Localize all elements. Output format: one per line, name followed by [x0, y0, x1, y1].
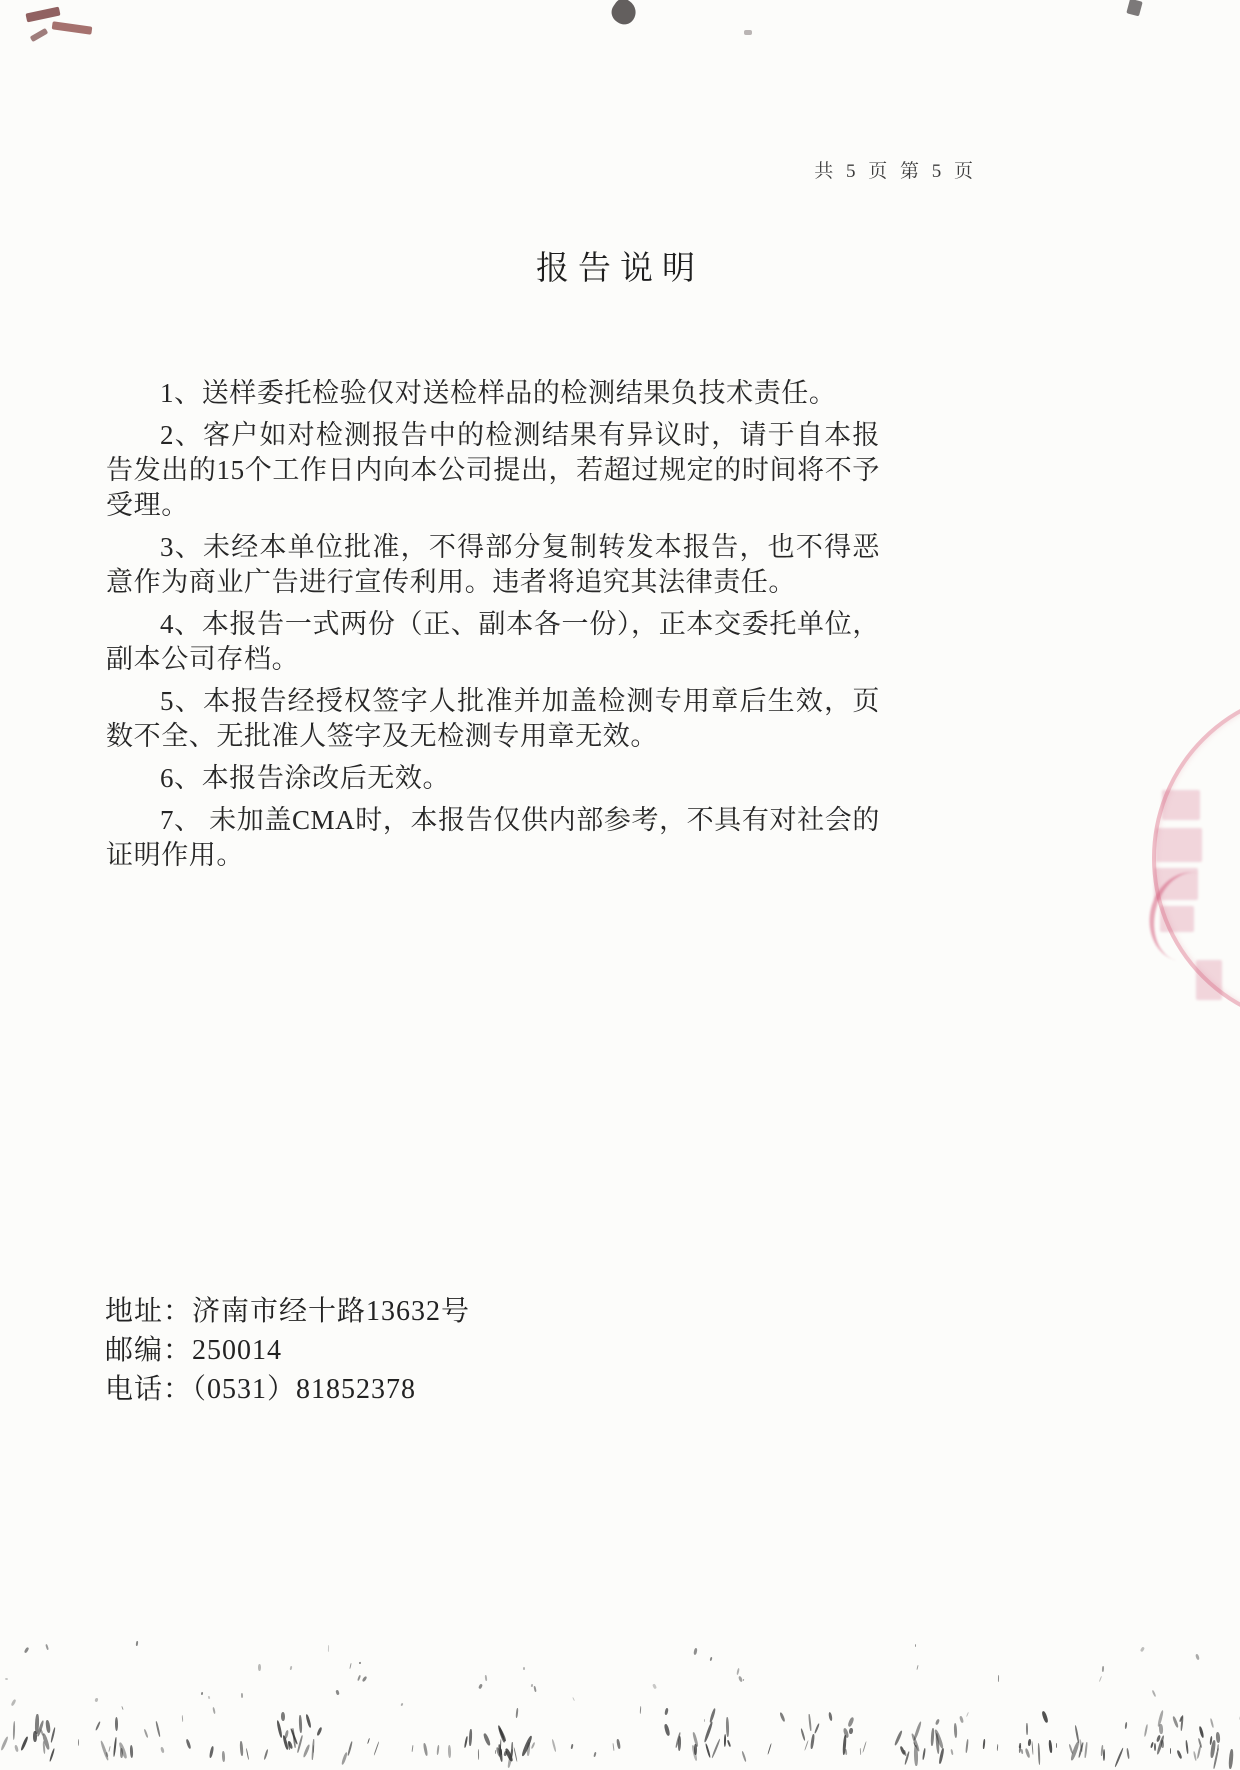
- scan-speckle: [49, 1748, 55, 1762]
- scan-speckle: [1215, 1732, 1220, 1743]
- scan-speckle: [1152, 1690, 1157, 1697]
- scan-speckle: [1125, 1722, 1128, 1729]
- scan-speckle: [1140, 1646, 1145, 1652]
- stamp-glyph-blur: [1160, 906, 1194, 932]
- scan-speckle: [966, 1712, 969, 1717]
- scan-speckle: [495, 1750, 496, 1755]
- scan-speckle: [1158, 1724, 1162, 1734]
- scan-speckle: [664, 1707, 668, 1714]
- report-notes-section: [106, 376, 880, 880]
- scan-speckle: [808, 1714, 811, 1731]
- scan-speckle: [939, 1748, 945, 1764]
- scan-speckle: [436, 1745, 439, 1755]
- scan-speckle: [239, 1741, 243, 1756]
- scan-speckle: [1056, 1743, 1057, 1748]
- scan-speckle: [694, 1744, 697, 1755]
- scan-speckle: [828, 1712, 833, 1722]
- scan-speckle: [693, 1647, 698, 1654]
- scan-speckle: [78, 1739, 79, 1746]
- scan-speckle: [1172, 1716, 1179, 1728]
- scan-speckle: [727, 1740, 731, 1747]
- scan-speckle: [913, 1721, 922, 1741]
- scan-speckle: [358, 1662, 360, 1665]
- scan-speckle: [1170, 1748, 1171, 1754]
- scan-speckle: [664, 1724, 670, 1736]
- scan-speckle: [1228, 1749, 1233, 1770]
- note-item-1: 1、送样委托检验仅对送检样品的检测结果负技术责任。: [160, 378, 837, 408]
- scan-speckle: [571, 1744, 574, 1749]
- scan-speckle: [1103, 1749, 1105, 1761]
- scan-speckle: [328, 1645, 330, 1652]
- scan-speckle: [5, 1677, 8, 1680]
- scan-speckle: [155, 1721, 160, 1737]
- note-item-5: 5、本报告经授权签字人批准并加盖检测专用章后生效，页数不全、无批准人签字及无检测专用章无效。: [106, 686, 880, 751]
- scan-speckle: [917, 1664, 920, 1669]
- scan-speckle: [299, 1715, 303, 1733]
- scan-speckle: [246, 1748, 250, 1760]
- scan-speckle: [482, 1733, 491, 1747]
- scan-speckle: [464, 1736, 468, 1748]
- scan-speckle: [1101, 1666, 1104, 1672]
- scan-speckle: [367, 1738, 370, 1744]
- scan-speckle: [736, 1668, 740, 1676]
- scan-speckle: [114, 1717, 117, 1731]
- scan-speckle: [305, 1714, 312, 1728]
- scan-speckle: [182, 1715, 184, 1722]
- scan-speckle: [469, 1729, 473, 1746]
- scan-speckle: [533, 1686, 536, 1692]
- scan-speckle: [848, 1728, 853, 1735]
- scan-speckle: [95, 1697, 99, 1701]
- scan-artifact: [607, 0, 640, 29]
- scan-speckle: [201, 1692, 203, 1695]
- scan-speckle: [616, 1739, 620, 1749]
- scan-speckle: [208, 1695, 210, 1698]
- scan-speckle: [130, 1745, 134, 1758]
- scan-speckle: [362, 1676, 368, 1683]
- scan-speckle: [1217, 1744, 1220, 1751]
- scan-speckle: [1199, 1726, 1205, 1739]
- scan-speckle: [317, 1727, 323, 1736]
- scan-speckle: [552, 1739, 557, 1752]
- stamp-glyph-blur: [1196, 960, 1222, 1000]
- scan-speckle: [303, 1744, 312, 1758]
- note-item-2: 2、客户如对检测报告中的检测结果有异议时，请于自本报告发出的15个工作日内向本公司提出，若超过规定的时间将不予受理。: [106, 420, 880, 520]
- scan-speckle: [743, 1679, 745, 1682]
- scan-speckle: [703, 1721, 713, 1742]
- stamp-glyph-blur: [1162, 790, 1200, 820]
- scan-speckle: [594, 1751, 597, 1756]
- scan-speckle: [281, 1712, 285, 1721]
- contact-phone: 电话：（0531）81852378: [105, 1374, 417, 1405]
- scan-speckle: [374, 1741, 380, 1755]
- scan-speckle: [1150, 1742, 1154, 1748]
- scan-speckle: [954, 1723, 958, 1738]
- scan-speckle: [677, 1736, 681, 1751]
- scan-speckle: [705, 1743, 712, 1758]
- scan-speckle: [478, 1683, 483, 1689]
- scan-speckle: [108, 1746, 111, 1752]
- scan-artifact: [30, 28, 49, 42]
- scan-artifact: [25, 7, 60, 23]
- scan-speckle: [120, 1748, 123, 1758]
- scan-speckle: [935, 1719, 940, 1726]
- note-item-7: 7、 未加盖CMA时，本报告仅供内部参考，不具有对社会的证明作用。: [106, 805, 880, 870]
- note-item-4: 4、本报告一式两份（正、副本各一份），正本交委托单位，副本公司存档。: [106, 609, 880, 674]
- scan-speckle: [349, 1663, 351, 1669]
- scan-speckle: [209, 1746, 214, 1759]
- scan-speckle: [160, 1747, 164, 1754]
- scan-speckle: [335, 1690, 339, 1696]
- scan-speckle: [612, 1743, 615, 1751]
- scan-speckle: [23, 1647, 29, 1654]
- scan-speckle: [222, 1751, 225, 1762]
- scan-speckle: [904, 1750, 907, 1756]
- scan-speckle: [922, 1748, 926, 1760]
- scan-speckle: [845, 1749, 848, 1755]
- scan-speckle: [704, 1719, 706, 1722]
- scan-speckle: [1042, 1711, 1049, 1724]
- scan-speckle: [513, 1747, 518, 1762]
- scan-speckle: [779, 1711, 786, 1722]
- scan-speckle: [800, 1728, 806, 1741]
- scan-speckle: [1126, 1748, 1129, 1759]
- note-item-6: 6、本报告涂改后无效。: [160, 763, 451, 793]
- scan-speckle: [523, 1667, 525, 1670]
- scan-speckle: [640, 1706, 642, 1714]
- scan-speckle: [741, 1751, 746, 1762]
- note-item-3: 3、未经本单位批准，不得部分复制转发本报告，也不得恶意作为商业广告进行宣传利用。违者将追究其法律责任。: [106, 532, 880, 597]
- scan-speckle: [894, 1730, 903, 1745]
- scan-speckle: [1114, 1747, 1124, 1768]
- scan-artifact: [1126, 0, 1142, 16]
- scan-artifact: [52, 21, 93, 34]
- scan-speckle: [1161, 1740, 1164, 1749]
- scan-speckle: [998, 1675, 1000, 1682]
- scan-speckle: [526, 1742, 530, 1756]
- page-number-indicator: 共 5 页 第 5 页: [814, 161, 977, 182]
- scan-speckle: [448, 1745, 451, 1758]
- scan-speckle: [357, 1675, 361, 1682]
- contact-postcode: 邮编：250014: [105, 1335, 283, 1366]
- scan-speckle: [1084, 1742, 1087, 1758]
- scan-speckle: [711, 1739, 721, 1759]
- scan-speckle: [21, 1736, 29, 1751]
- scan-speckle: [959, 1716, 963, 1723]
- scan-speckle: [46, 1720, 51, 1733]
- scan-speckle: [10, 1699, 16, 1707]
- scan-speckle: [241, 1693, 243, 1698]
- contact-block: [105, 1292, 470, 1409]
- scan-artifact: [744, 30, 752, 35]
- scan-speckle: [1144, 1724, 1149, 1737]
- scan-speckle: [1026, 1723, 1028, 1735]
- scan-speckle: [212, 1707, 216, 1714]
- scan-speckle: [652, 1683, 656, 1688]
- scan-speckle: [485, 1675, 488, 1681]
- stamp-glyph-blur: [1154, 868, 1198, 900]
- scan-speckle: [862, 1741, 867, 1753]
- scan-speckle: [515, 1708, 518, 1718]
- scan-speckle: [1099, 1676, 1102, 1682]
- scan-speckle: [1048, 1740, 1052, 1753]
- scan-speckle: [45, 1644, 49, 1650]
- scan-speckle: [573, 1696, 576, 1700]
- scan-speckle: [478, 1749, 480, 1760]
- scan-speckle: [1196, 1654, 1201, 1661]
- scan-speckle: [1032, 1741, 1034, 1755]
- scan-speckle: [313, 1745, 315, 1753]
- scan-speckle: [15, 1745, 20, 1752]
- scan-speckle: [50, 1727, 56, 1743]
- scan-speckle: [724, 1734, 727, 1747]
- scan-speckle: [983, 1739, 986, 1749]
- scan-speckle: [726, 1717, 730, 1737]
- scan-speckle: [965, 1739, 968, 1753]
- stamp-glyph-blur: [1156, 828, 1202, 862]
- scan-speckle: [1185, 1740, 1189, 1754]
- scan-speckle: [915, 1644, 916, 1647]
- scan-speckle: [531, 1742, 536, 1750]
- scan-speckle: [289, 1666, 292, 1670]
- scan-speckle: [136, 1641, 139, 1646]
- scan-speckle: [1176, 1749, 1182, 1759]
- scan-speckle: [997, 1744, 999, 1752]
- scan-speckle: [95, 1721, 101, 1731]
- contact-address: 地址：济南市经十路13632号: [105, 1296, 471, 1327]
- scan-speckle: [810, 1734, 815, 1750]
- scan-speckle: [710, 1656, 713, 1661]
- scan-speckle: [401, 1703, 404, 1706]
- scan-speckle: [144, 1729, 148, 1738]
- scan-speckle: [1, 1736, 10, 1751]
- scan-speckle: [1025, 1748, 1031, 1758]
- scan-speckle: [950, 1749, 954, 1756]
- scan-speckle: [258, 1664, 261, 1671]
- scan-speckle: [12, 1721, 15, 1740]
- scan-speckle: [1196, 1745, 1201, 1759]
- scan-speckle: [1210, 1718, 1215, 1729]
- scan-speckle: [411, 1745, 413, 1752]
- scan-speckle: [814, 1723, 820, 1734]
- scan-speckle: [804, 1740, 809, 1750]
- scan-speckle: [931, 1728, 935, 1746]
- scan-speckle: [264, 1749, 269, 1760]
- scan-speckle: [121, 1706, 123, 1710]
- scan-speckle: [185, 1739, 191, 1749]
- scan-speckle: [848, 1717, 855, 1727]
- scan-speckle: [859, 1748, 861, 1755]
- page-title: 报告说明: [536, 251, 704, 287]
